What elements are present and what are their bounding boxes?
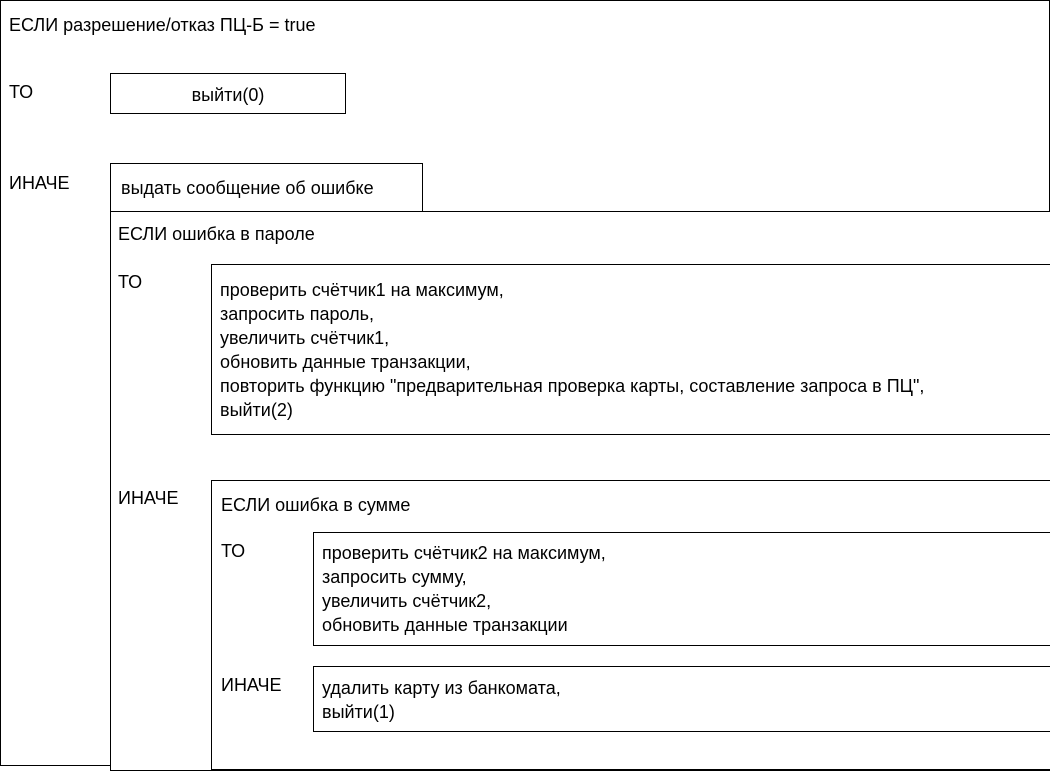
amount-then-actions (322, 541, 606, 637)
password-else-keyword: ИНАЧЕ (118, 488, 179, 508)
amount-action-4: обновить данные транзакции (322, 615, 568, 635)
password-action-1: проверить счётчик1 на максимум, (220, 280, 504, 300)
amount-condition: ЕСЛИ ошибка в сумме (221, 495, 411, 515)
password-then-keyword: ТО (118, 272, 143, 292)
amount-else-actions (322, 676, 561, 724)
password-action-6: выйти(2) (220, 400, 293, 420)
exit-0-box (110, 73, 346, 114)
amount-else-box (313, 666, 1050, 732)
exit-0-text: выйти(0) (191, 85, 265, 105)
password-action-2: запросить пароль, (220, 304, 374, 324)
amount-else-action-1: удалить карту из банкомата, (322, 678, 561, 698)
amount-else-action-2: выйти(1) (322, 702, 395, 722)
password-then-box (211, 264, 1050, 435)
password-condition: ЕСЛИ ошибка в пароле (118, 224, 315, 244)
amount-action-1: проверить счётчик2 на максимум, (322, 543, 606, 563)
amount-then-keyword: ТО (221, 541, 246, 561)
password-action-5: повторить функцию "предварительная проверка карты, составление запроса в ПЦ", (220, 376, 925, 396)
error-message-box (110, 163, 423, 212)
then-keyword: ТО (9, 82, 34, 102)
error-message-text: выдать сообщение об ошибке (121, 178, 374, 198)
password-action-4: обновить данные транзакции, (220, 352, 471, 372)
amount-action-2: запросить сумму, (322, 567, 467, 587)
password-then-actions (220, 278, 924, 422)
else-keyword: ИНАЧЕ (9, 173, 70, 193)
amount-then-box (313, 532, 1050, 646)
amount-action-3: увеличить счётчик2, (322, 591, 492, 611)
amount-else-keyword: ИНАЧЕ (221, 675, 282, 695)
password-action-3: увеличить счётчик1, (220, 328, 390, 348)
root-condition: ЕСЛИ разрешение/отказ ПЦ-Б = true (9, 15, 316, 35)
